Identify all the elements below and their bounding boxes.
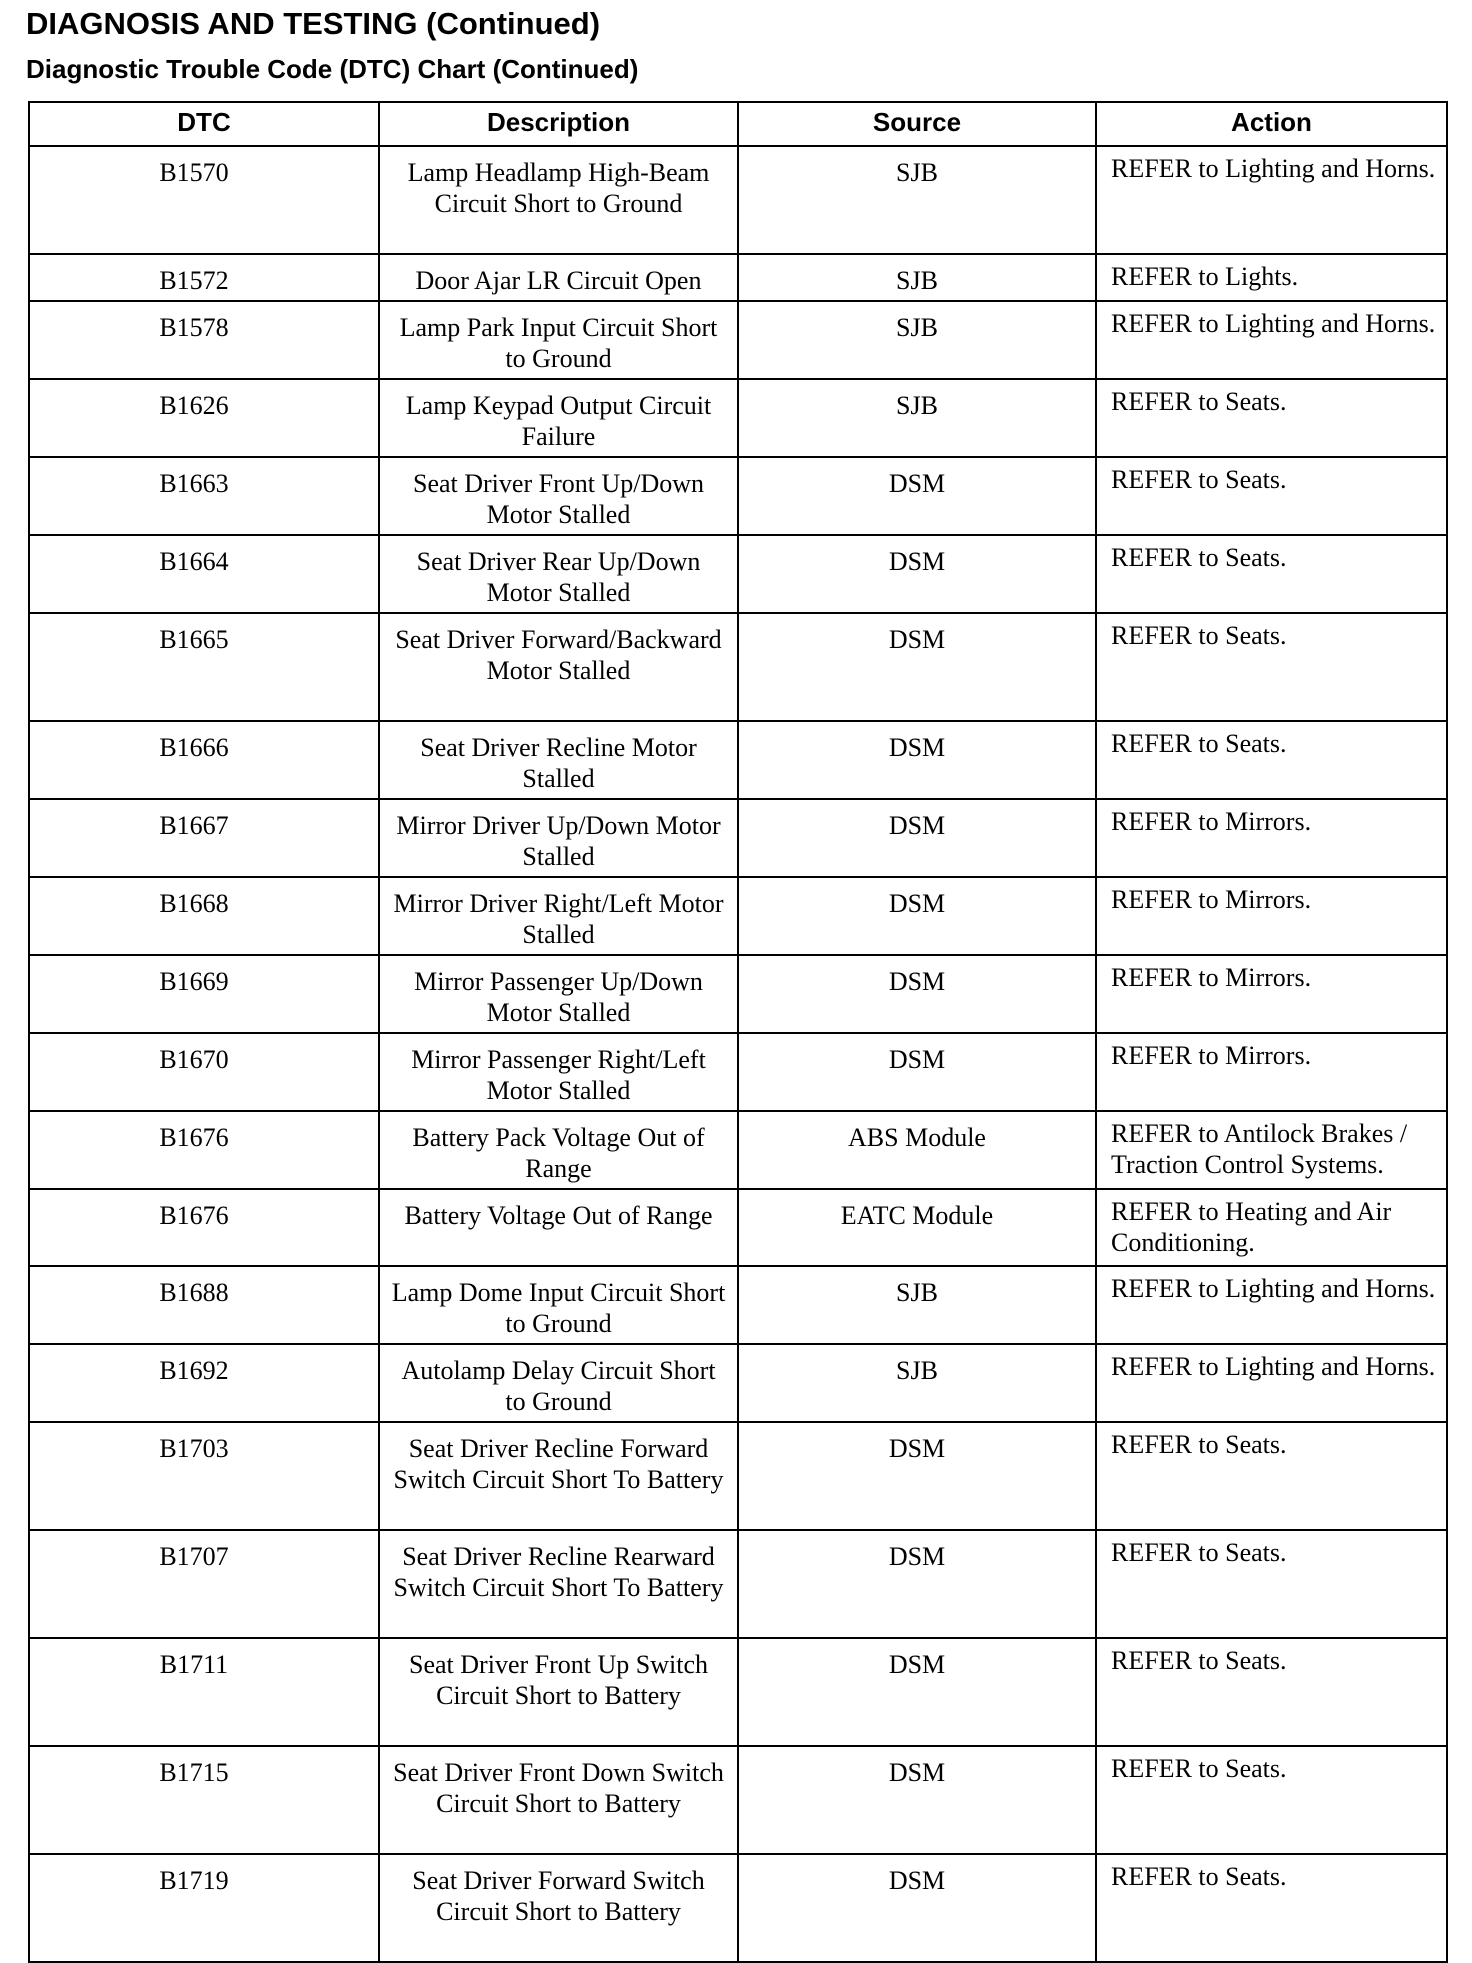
dtc-action: REFER to Lighting and Horns. [1096, 1344, 1447, 1422]
dtc-source: DSM [738, 613, 1096, 721]
dtc-description: Mirror Driver Right/Left Motor Stalled [379, 877, 738, 955]
dtc-action: REFER to Lighting and Horns. [1096, 301, 1447, 379]
dtc-source: DSM [738, 1033, 1096, 1111]
dtc-description: Battery Pack Voltage Out of Range [379, 1111, 738, 1189]
table-row [29, 457, 1447, 535]
dtc-code: B1663 [29, 457, 379, 535]
table-row [29, 535, 1447, 613]
dtc-description: Mirror Driver Up/Down Motor Stalled [379, 799, 738, 877]
dtc-code: B1578 [29, 301, 379, 379]
dtc-source: DSM [738, 1854, 1096, 1962]
table-row [29, 721, 1447, 799]
dtc-action: REFER to Seats. [1096, 721, 1447, 799]
dtc-code: B1719 [29, 1854, 379, 1962]
dtc-code: B1667 [29, 799, 379, 877]
dtc-description: Seat Driver Front Up Switch Circuit Short to Battery [379, 1638, 738, 1746]
dtc-source: DSM [738, 799, 1096, 877]
dtc-action: REFER to Antilock Brakes / Traction Control Systems. [1096, 1111, 1447, 1189]
dtc-source: DSM [738, 1746, 1096, 1854]
dtc-description: Battery Voltage Out of Range [379, 1189, 738, 1266]
dtc-code: B1711 [29, 1638, 379, 1746]
dtc-description: Seat Driver Recline Forward Switch Circuit Short To Battery [379, 1422, 738, 1530]
dtc-code: B1692 [29, 1344, 379, 1422]
dtc-code: B1666 [29, 721, 379, 799]
dtc-action: REFER to Mirrors. [1096, 955, 1447, 1033]
dtc-code: B1715 [29, 1746, 379, 1854]
table-header-row [29, 102, 1447, 146]
dtc-source: DSM [738, 955, 1096, 1033]
dtc-description: Lamp Dome Input Circuit Short to Ground [379, 1266, 738, 1344]
dtc-action: REFER to Lighting and Horns. [1096, 1266, 1447, 1344]
dtc-action: REFER to Seats. [1096, 457, 1447, 535]
dtc-code: B1670 [29, 1033, 379, 1111]
dtc-description: Seat Driver Rear Up/Down Motor Stalled [379, 535, 738, 613]
dtc-source: DSM [738, 1638, 1096, 1746]
dtc-description: Autolamp Delay Circuit Short to Ground [379, 1344, 738, 1422]
dtc-description: Seat Driver Recline Motor Stalled [379, 721, 738, 799]
dtc-source: DSM [738, 1422, 1096, 1530]
dtc-action: REFER to Heating and Air Conditioning. [1096, 1189, 1447, 1266]
dtc-code: B1626 [29, 379, 379, 457]
dtc-code: B1703 [29, 1422, 379, 1530]
column-header-source: Source [738, 102, 1096, 146]
table-row [29, 799, 1447, 877]
chart-subtitle: Diagnostic Trouble Code (DTC) Chart (Continued) [26, 54, 639, 84]
dtc-description: Door Ajar LR Circuit Open [379, 254, 738, 301]
dtc-description: Mirror Passenger Right/Left Motor Stalled [379, 1033, 738, 1111]
dtc-code: B1707 [29, 1530, 379, 1638]
dtc-source: DSM [738, 535, 1096, 613]
dtc-action: REFER to Seats. [1096, 1530, 1447, 1638]
table-row [29, 254, 1447, 301]
dtc-code: B1570 [29, 146, 379, 254]
table-row [29, 301, 1447, 379]
dtc-source: DSM [738, 457, 1096, 535]
dtc-action: REFER to Mirrors. [1096, 877, 1447, 955]
table-row [29, 1266, 1447, 1344]
dtc-description: Lamp Headlamp High-Beam Circuit Short to Ground [379, 146, 738, 254]
table-row [29, 1422, 1447, 1530]
column-header-action: Action [1096, 102, 1447, 146]
dtc-source: SJB [738, 379, 1096, 457]
dtc-description: Seat Driver Forward Switch Circuit Short to Battery [379, 1854, 738, 1962]
dtc-action: REFER to Seats. [1096, 613, 1447, 721]
dtc-description: Mirror Passenger Up/Down Motor Stalled [379, 955, 738, 1033]
table-row [29, 1033, 1447, 1111]
dtc-action: REFER to Lights. [1096, 254, 1447, 301]
dtc-code: B1572 [29, 254, 379, 301]
dtc-description: Lamp Park Input Circuit Short to Ground [379, 301, 738, 379]
dtc-description: Seat Driver Front Down Switch Circuit Short to Battery [379, 1746, 738, 1854]
dtc-action: REFER to Mirrors. [1096, 799, 1447, 877]
dtc-action: REFER to Seats. [1096, 1854, 1447, 1962]
dtc-table [28, 101, 1448, 1963]
table-row [29, 1344, 1447, 1422]
table-row [29, 146, 1447, 254]
dtc-code: B1676 [29, 1189, 379, 1266]
column-header-description: Description [379, 102, 738, 146]
dtc-source: SJB [738, 1344, 1096, 1422]
table-row [29, 379, 1447, 457]
dtc-source: DSM [738, 1530, 1096, 1638]
dtc-action: REFER to Mirrors. [1096, 1033, 1447, 1111]
dtc-code: B1665 [29, 613, 379, 721]
dtc-source: SJB [738, 1266, 1096, 1344]
dtc-source: EATC Module [738, 1189, 1096, 1266]
dtc-action: REFER to Seats. [1096, 379, 1447, 457]
dtc-description: Seat Driver Forward/Backward Motor Stalled [379, 613, 738, 721]
table-row [29, 1189, 1447, 1266]
dtc-description: Seat Driver Front Up/Down Motor Stalled [379, 457, 738, 535]
dtc-action: REFER to Lighting and Horns. [1096, 146, 1447, 254]
page-title: DIAGNOSIS AND TESTING (Continued) [26, 6, 601, 41]
dtc-action: REFER to Seats. [1096, 1638, 1447, 1746]
dtc-action: REFER to Seats. [1096, 535, 1447, 613]
dtc-description: Lamp Keypad Output Circuit Failure [379, 379, 738, 457]
table-row [29, 1111, 1447, 1189]
table-row [29, 613, 1447, 721]
dtc-code: B1688 [29, 1266, 379, 1344]
table-row [29, 1530, 1447, 1638]
table-row [29, 877, 1447, 955]
dtc-source: DSM [738, 877, 1096, 955]
dtc-description: Seat Driver Recline Rearward Switch Circuit Short To Battery [379, 1530, 738, 1638]
dtc-source: SJB [738, 301, 1096, 379]
dtc-action: REFER to Seats. [1096, 1746, 1447, 1854]
table-row [29, 955, 1447, 1033]
dtc-source: DSM [738, 721, 1096, 799]
dtc-code: B1669 [29, 955, 379, 1033]
dtc-source: SJB [738, 146, 1096, 254]
dtc-code: B1668 [29, 877, 379, 955]
table-row [29, 1854, 1447, 1962]
dtc-source: SJB [738, 254, 1096, 301]
dtc-action: REFER to Seats. [1096, 1422, 1447, 1530]
column-header-dtc: DTC [29, 102, 379, 146]
dtc-code: B1664 [29, 535, 379, 613]
dtc-source: ABS Module [738, 1111, 1096, 1189]
table-row [29, 1638, 1447, 1746]
dtc-code: B1676 [29, 1111, 379, 1189]
table-row [29, 1746, 1447, 1854]
